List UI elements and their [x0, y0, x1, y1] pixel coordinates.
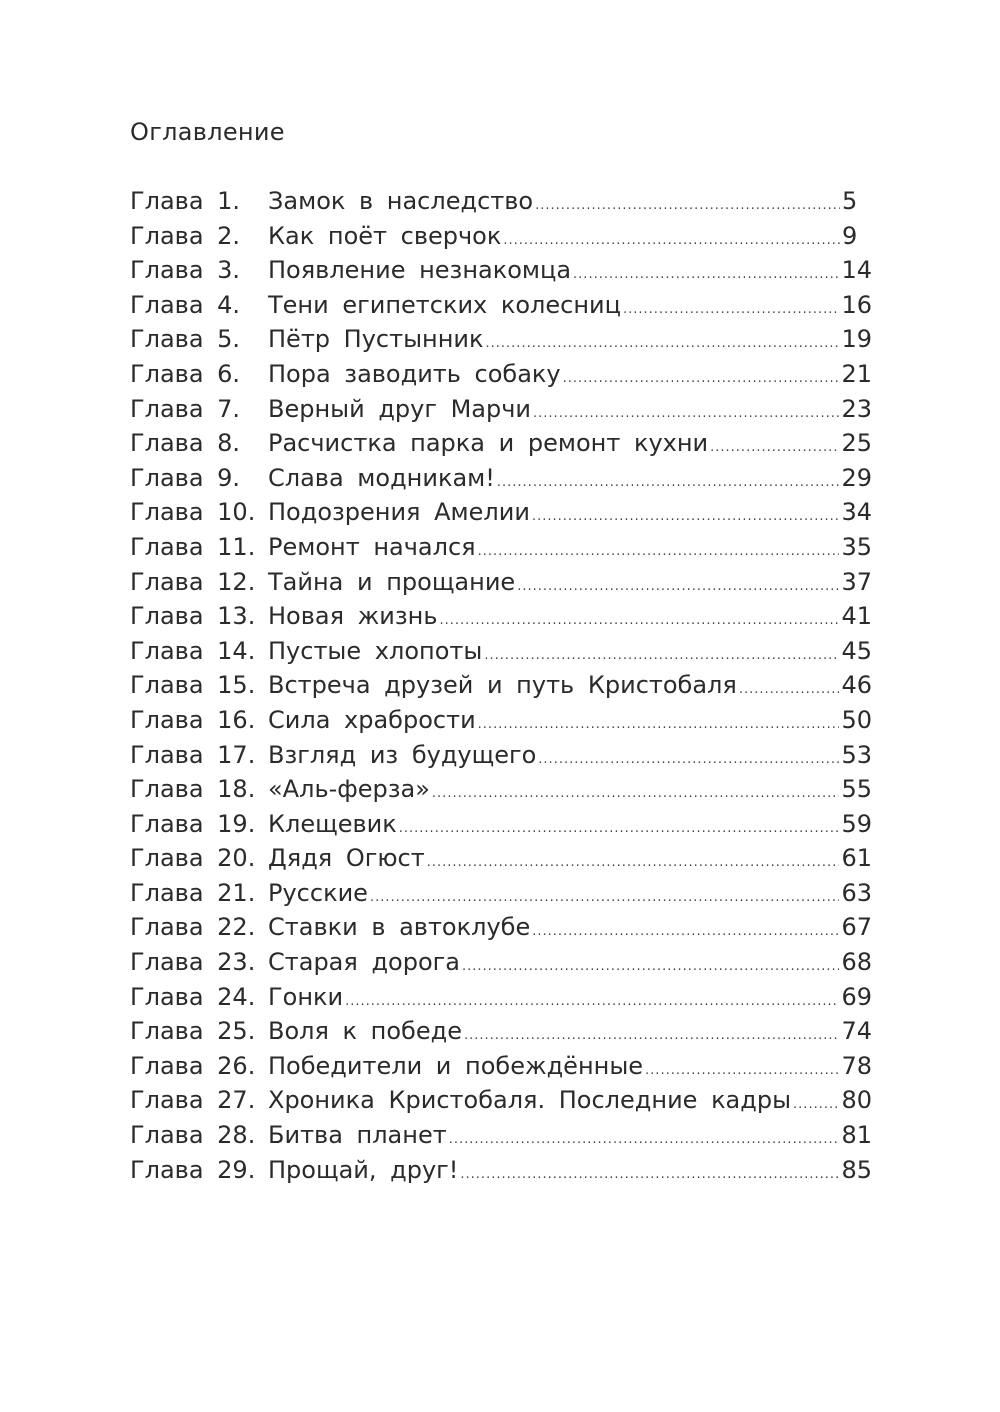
toc-chapter-title: Старая дорога: [268, 948, 460, 977]
toc-chapter-title: Встреча друзей и путь Кристобаля: [268, 671, 737, 700]
toc-chapter-number: Глава 29.: [130, 1155, 256, 1184]
toc-chapter-number: Глава 10.: [130, 498, 256, 527]
toc-entry: [130, 291, 872, 326]
toc-chapter-title: Пора заводить собаку: [268, 359, 561, 388]
toc-entry: [130, 498, 872, 533]
toc-chapter-number: Глава 14.: [130, 636, 256, 665]
toc-chapter-title: Замок в наследство: [268, 187, 534, 215]
toc-entry: [130, 464, 872, 499]
toc-chapter-title: Победители и побеждённые: [268, 1051, 644, 1080]
toc-chapter-title: Расчистка парка и ремонт кухни: [268, 429, 709, 458]
toc-chapter-title: Русские: [268, 878, 368, 907]
toc-chapter-number: Глава 16.: [130, 705, 256, 734]
toc-dot-leader: [563, 371, 840, 386]
toc-entry: [130, 983, 872, 1018]
toc-dot-leader: [532, 509, 840, 524]
toc-page-number: 74: [841, 1017, 872, 1046]
toc-chapter-number: Глава 27.: [130, 1086, 256, 1115]
toc-page-number: 81: [841, 1121, 872, 1150]
toc-page-number: 67: [841, 913, 872, 942]
toc-entry: [130, 1121, 872, 1156]
toc-chapter-title: Подозрения Амелии: [268, 498, 530, 527]
toc-chapter-title: Взгляд из будущего: [268, 740, 537, 769]
toc-entry: [130, 533, 872, 568]
toc-entry: [130, 706, 872, 741]
toc-dot-leader: [464, 1028, 839, 1043]
toc-chapter-number: Глава 8.: [130, 429, 241, 458]
toc-chapter-number: Глава 2.: [130, 221, 241, 250]
toc-page-number: 45: [841, 636, 872, 665]
toc-page-number: 78: [841, 1051, 872, 1080]
toc-dot-leader: [645, 1063, 839, 1078]
toc-dot-leader: [623, 302, 839, 317]
toc-page-number: 41: [841, 602, 872, 631]
toc-page-number: 50: [841, 705, 872, 734]
toc-dot-leader: [439, 613, 839, 628]
toc-entry: [130, 1156, 872, 1191]
toc-entry: [130, 222, 872, 257]
toc-entry: [130, 671, 872, 706]
toc-dot-leader: [538, 752, 839, 767]
toc-entry: [130, 913, 872, 948]
toc-dot-leader: [345, 994, 839, 1009]
toc-chapter-number: Глава 1.: [130, 187, 241, 215]
toc-dot-leader: [432, 786, 840, 801]
toc-entry: [130, 187, 872, 222]
toc-page-number: 61: [841, 844, 872, 873]
toc-dot-leader: [710, 440, 839, 455]
toc-chapter-title: Гонки: [268, 982, 344, 1011]
toc-dot-leader: [478, 544, 840, 559]
toc-chapter-title: Воля к победе: [268, 1017, 462, 1046]
toc-page-number: 21: [841, 359, 872, 388]
toc-dot-leader: [486, 336, 840, 351]
toc-chapter-number: Глава 11.: [130, 532, 256, 561]
toc-chapter-title: Верный друг Марчи: [268, 394, 532, 423]
toc-chapter-number: Глава 13.: [130, 602, 256, 631]
toc-dot-leader: [460, 1167, 839, 1182]
toc-entry: [130, 256, 872, 291]
toc-dot-leader: [533, 406, 839, 421]
toc-chapter-number: Глава 17.: [130, 740, 256, 769]
toc-page-number: 14: [841, 256, 872, 285]
toc-dot-leader: [532, 924, 839, 939]
toc-title: Оглавление: [130, 118, 285, 146]
toc-entry: [130, 395, 872, 430]
toc-page-number: 5: [842, 187, 858, 215]
toc-chapter-title: Сила храбрости: [268, 705, 476, 734]
toc-entry: [130, 741, 872, 776]
toc-chapter-title: Дядя Огюст: [268, 844, 425, 873]
toc-chapter-title: Ставки в автоклубе: [268, 913, 531, 942]
toc-page-number: 80: [841, 1086, 872, 1115]
toc-dot-leader: [449, 1132, 840, 1147]
toc-page-number: 37: [841, 567, 872, 596]
toc-entry: [130, 360, 872, 395]
toc-chapter-number: Глава 22.: [130, 913, 256, 942]
toc-chapter-title: Битва планет: [268, 1121, 447, 1150]
toc-chapter-number: Глава 28.: [130, 1121, 256, 1150]
toc-chapter-number: Глава 7.: [130, 394, 241, 423]
toc-dot-leader: [497, 475, 840, 490]
toc-page-number: 23: [841, 394, 872, 423]
toc-chapter-title: Пустые хлопоты: [268, 636, 483, 665]
toc-entry: [130, 325, 872, 360]
toc-dot-leader: [399, 821, 840, 836]
toc-dot-leader: [573, 267, 839, 282]
toc-chapter-number: Глава 24.: [130, 982, 256, 1011]
toc-dot-leader: [427, 855, 840, 870]
toc-dot-leader: [462, 959, 839, 974]
toc-entry: [130, 879, 872, 914]
toc-page-number: 69: [841, 982, 872, 1011]
toc-chapter-title: «Аль-ферза»: [268, 775, 430, 804]
toc-entry: [130, 637, 872, 672]
toc-page-number: 29: [841, 463, 872, 492]
toc-chapter-number: Глава 19.: [130, 809, 256, 838]
toc-chapter-number: Глава 21.: [130, 878, 256, 907]
toc-chapter-title: Прощай, друг!: [268, 1155, 459, 1184]
toc-dot-leader: [370, 890, 840, 905]
toc-chapter-number: Глава 5.: [130, 325, 241, 354]
toc-page-number: 19: [841, 325, 872, 354]
toc-entry: [130, 948, 872, 983]
toc-dot-leader: [535, 198, 840, 213]
toc-dot-leader: [503, 233, 840, 248]
toc-chapter-number: Глава 4.: [130, 290, 241, 319]
toc-page-number: 16: [841, 290, 872, 319]
toc-dot-leader: [478, 717, 840, 732]
toc-entry: [130, 602, 872, 637]
toc-chapter-number: Глава 26.: [130, 1051, 256, 1080]
toc-chapter-title: Тени египетских колесниц: [268, 290, 621, 319]
toc-chapter-number: Глава 9.: [130, 463, 241, 492]
toc-dot-leader: [484, 648, 839, 663]
toc-chapter-title: Ремонт начался: [268, 532, 476, 561]
toc-page-number: 46: [841, 671, 872, 700]
toc-entry: [130, 1086, 872, 1121]
toc-chapter-number: Глава 3.: [130, 256, 241, 285]
toc-page-number: 55: [841, 775, 872, 804]
toc-chapter-title: Слава модникам!: [268, 463, 495, 492]
toc-chapter-number: Глава 6.: [130, 359, 241, 388]
toc-chapter-number: Глава 23.: [130, 948, 256, 977]
toc-page-number: 34: [841, 498, 872, 527]
toc-dot-leader: [739, 682, 840, 697]
toc-page-number: 35: [841, 532, 872, 561]
toc-entry: [130, 844, 872, 879]
toc-chapter-number: Глава 18.: [130, 775, 256, 804]
toc-dot-leader: [517, 579, 839, 594]
toc-page-number: 9: [842, 221, 858, 250]
toc-entry: [130, 1052, 872, 1087]
toc-list: [130, 187, 872, 1190]
toc-entry: [130, 568, 872, 603]
toc-entry: [130, 1017, 872, 1052]
toc-page-number: 63: [841, 878, 872, 907]
toc-chapter-number: Глава 15.: [130, 671, 256, 700]
toc-chapter-title: Клещевик: [268, 809, 397, 838]
toc-page-number: 59: [841, 809, 872, 838]
toc-chapter-number: Глава 12.: [130, 567, 256, 596]
toc-chapter-number: Глава 25.: [130, 1017, 256, 1046]
toc-entry: [130, 429, 872, 464]
toc-entry: [130, 810, 872, 845]
toc-chapter-title: Пётр Пустынник: [268, 325, 484, 354]
toc-page-number: 53: [841, 740, 872, 769]
toc-chapter-number: Глава 20.: [130, 844, 256, 873]
toc-chapter-title: Появление незнакомца: [268, 256, 572, 285]
toc-chapter-title: Как поёт сверчок: [268, 221, 502, 250]
toc-dot-leader: [793, 1097, 839, 1112]
toc-page-number: 85: [841, 1155, 872, 1184]
toc-page-number: 25: [841, 429, 872, 458]
toc-entry: [130, 775, 872, 810]
toc-chapter-title: Тайна и прощание: [268, 567, 516, 596]
toc-page-number: 68: [841, 948, 872, 977]
toc-chapter-title: Хроника Кристобаля. Последние кадры: [268, 1086, 792, 1115]
toc-chapter-title: Новая жизнь: [268, 602, 438, 631]
